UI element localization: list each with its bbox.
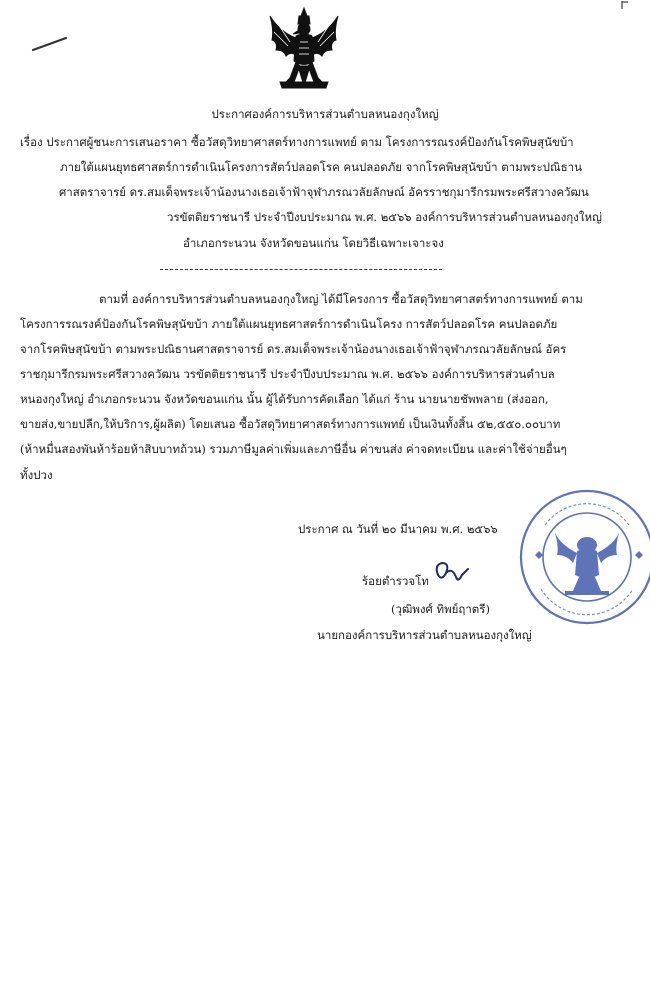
official-seal-stamp [515,485,650,630]
body-line-1: ตามที่ องค์การบริหารส่วนตำบลหนองกุงใหญ่ ได้มีโครงการ ซื้อวัสดุวิทยาศาสตร์ทางการแพทย์ ตาม [99,292,583,306]
body-line-5: หนองกุงใหญ่ อำเภอกระนวน จังหวัดขอนแก่น นั้น ผู้ได้รับการคัดเลือก ได้แก่ ร้าน นายนายชัพพลาย (ส่งออก, [20,392,549,406]
body-line-3: จากโรคพิษสุนัขบ้า ตามพระปณิธานศาสตราจารย์ ดร.สมเด็จพระเจ้าน้องนางเธอเจ้าฟ้าจุฬาภรณวลัยลักษณ์ อัคร [20,342,567,356]
signer-rank: ร้อยตำรวจโท [362,574,429,588]
subject-line-5: อำเภอกระนวน จังหวัดขอนแก่น โดยวิธีเฉพาะเจาะจง [183,236,444,250]
body-line-4: ราชกุมารีกรมพระศรีสวางควัฒน วรขัตติยราชนารี ประจำปีงบประมาณ พ.ศ. ๒๕๖๖ องค์การบริหารส่วนตำบล [20,367,555,381]
announcement-title: ประกาศองค์การบริหารส่วนตำบลหนองกุงใหญ่ [211,107,439,121]
announce-date: ประกาศ ณ วันที่ ๒๐ มีนาคม พ.ศ. ๒๕๖๖ [298,522,498,536]
signer-position: นายกองค์การบริหารส่วนตำบลหนองกุงใหญ่ [317,628,532,642]
subject-line-3: ศาสตราจารย์ ดร.สมเด็จพระเจ้าน้องนางเธอเจ้าฟ้าจุฬาภรณวลัยลักษณ์ อัครราชกุมารีกรมพระศรีสวางควัฒน [59,185,589,199]
header-divider [160,269,442,270]
body-line-8: ทั้งปวง [20,468,53,482]
subject-line-4: วรขัตติยราชนารี ประจำปีงบประมาณ พ.ศ. ๒๕๖๖ องค์การบริหารส่วนตำบลหนองกุงใหญ่ [167,210,602,224]
body-line-7: (ห้าหมื่นสองพันห้าร้อยห้าสิบบาทถ้วน) รวมภาษีมูลค่าเพิ่มและภาษีอื่น ค่าขนส่ง ค่าจดทะเบียน และค่าใช้จ่ายอื่นๆ [20,442,567,456]
subject-line-2: ภายใต้แผนยุทธศาสตร์การดำเนินโครงการสัตว์ปลอดโรค คนปลอดภัย จากโรคพิษสุนัขบ้า ตามพระปณิธาน [60,160,582,174]
corner-scribble-mark [618,0,648,12]
body-line-2: โครงการรณรงค์ป้องกันโรคพิษสุนัขบ้า ภายใต้แผนยุทธศาสตร์การดำเนินโครง การสัตว์ปลอดโรค คนปลอดภัย [20,317,558,331]
signer-name: (วุฒิพงศ์ ทิพย์ฤาตรี) [391,602,490,616]
body-line-6: ขายส่ง,ขายปลีก,ให้บริการ,ผู้ผลิต) โดยเสนอ ซื้อวัสดุวิทยาศาสตร์ทางการแพทย์ เป็นเงินทั้งสิ้น ๕๒,๕๕๐.๐๐บาท [20,417,561,431]
pen-stroke-mark [30,34,70,54]
subject-line-1: เรื่อง ประกาศผู้ชนะการเสนอราคา ซื้อวัสดุวิทยาศาสตร์ทางการแพทย์ ตาม โครงการรณรงค์ป้องกันโรคพิษสุนัขบ้า [20,135,574,149]
garuda-emblem-icon [266,6,342,102]
handwritten-signature [432,557,472,587]
